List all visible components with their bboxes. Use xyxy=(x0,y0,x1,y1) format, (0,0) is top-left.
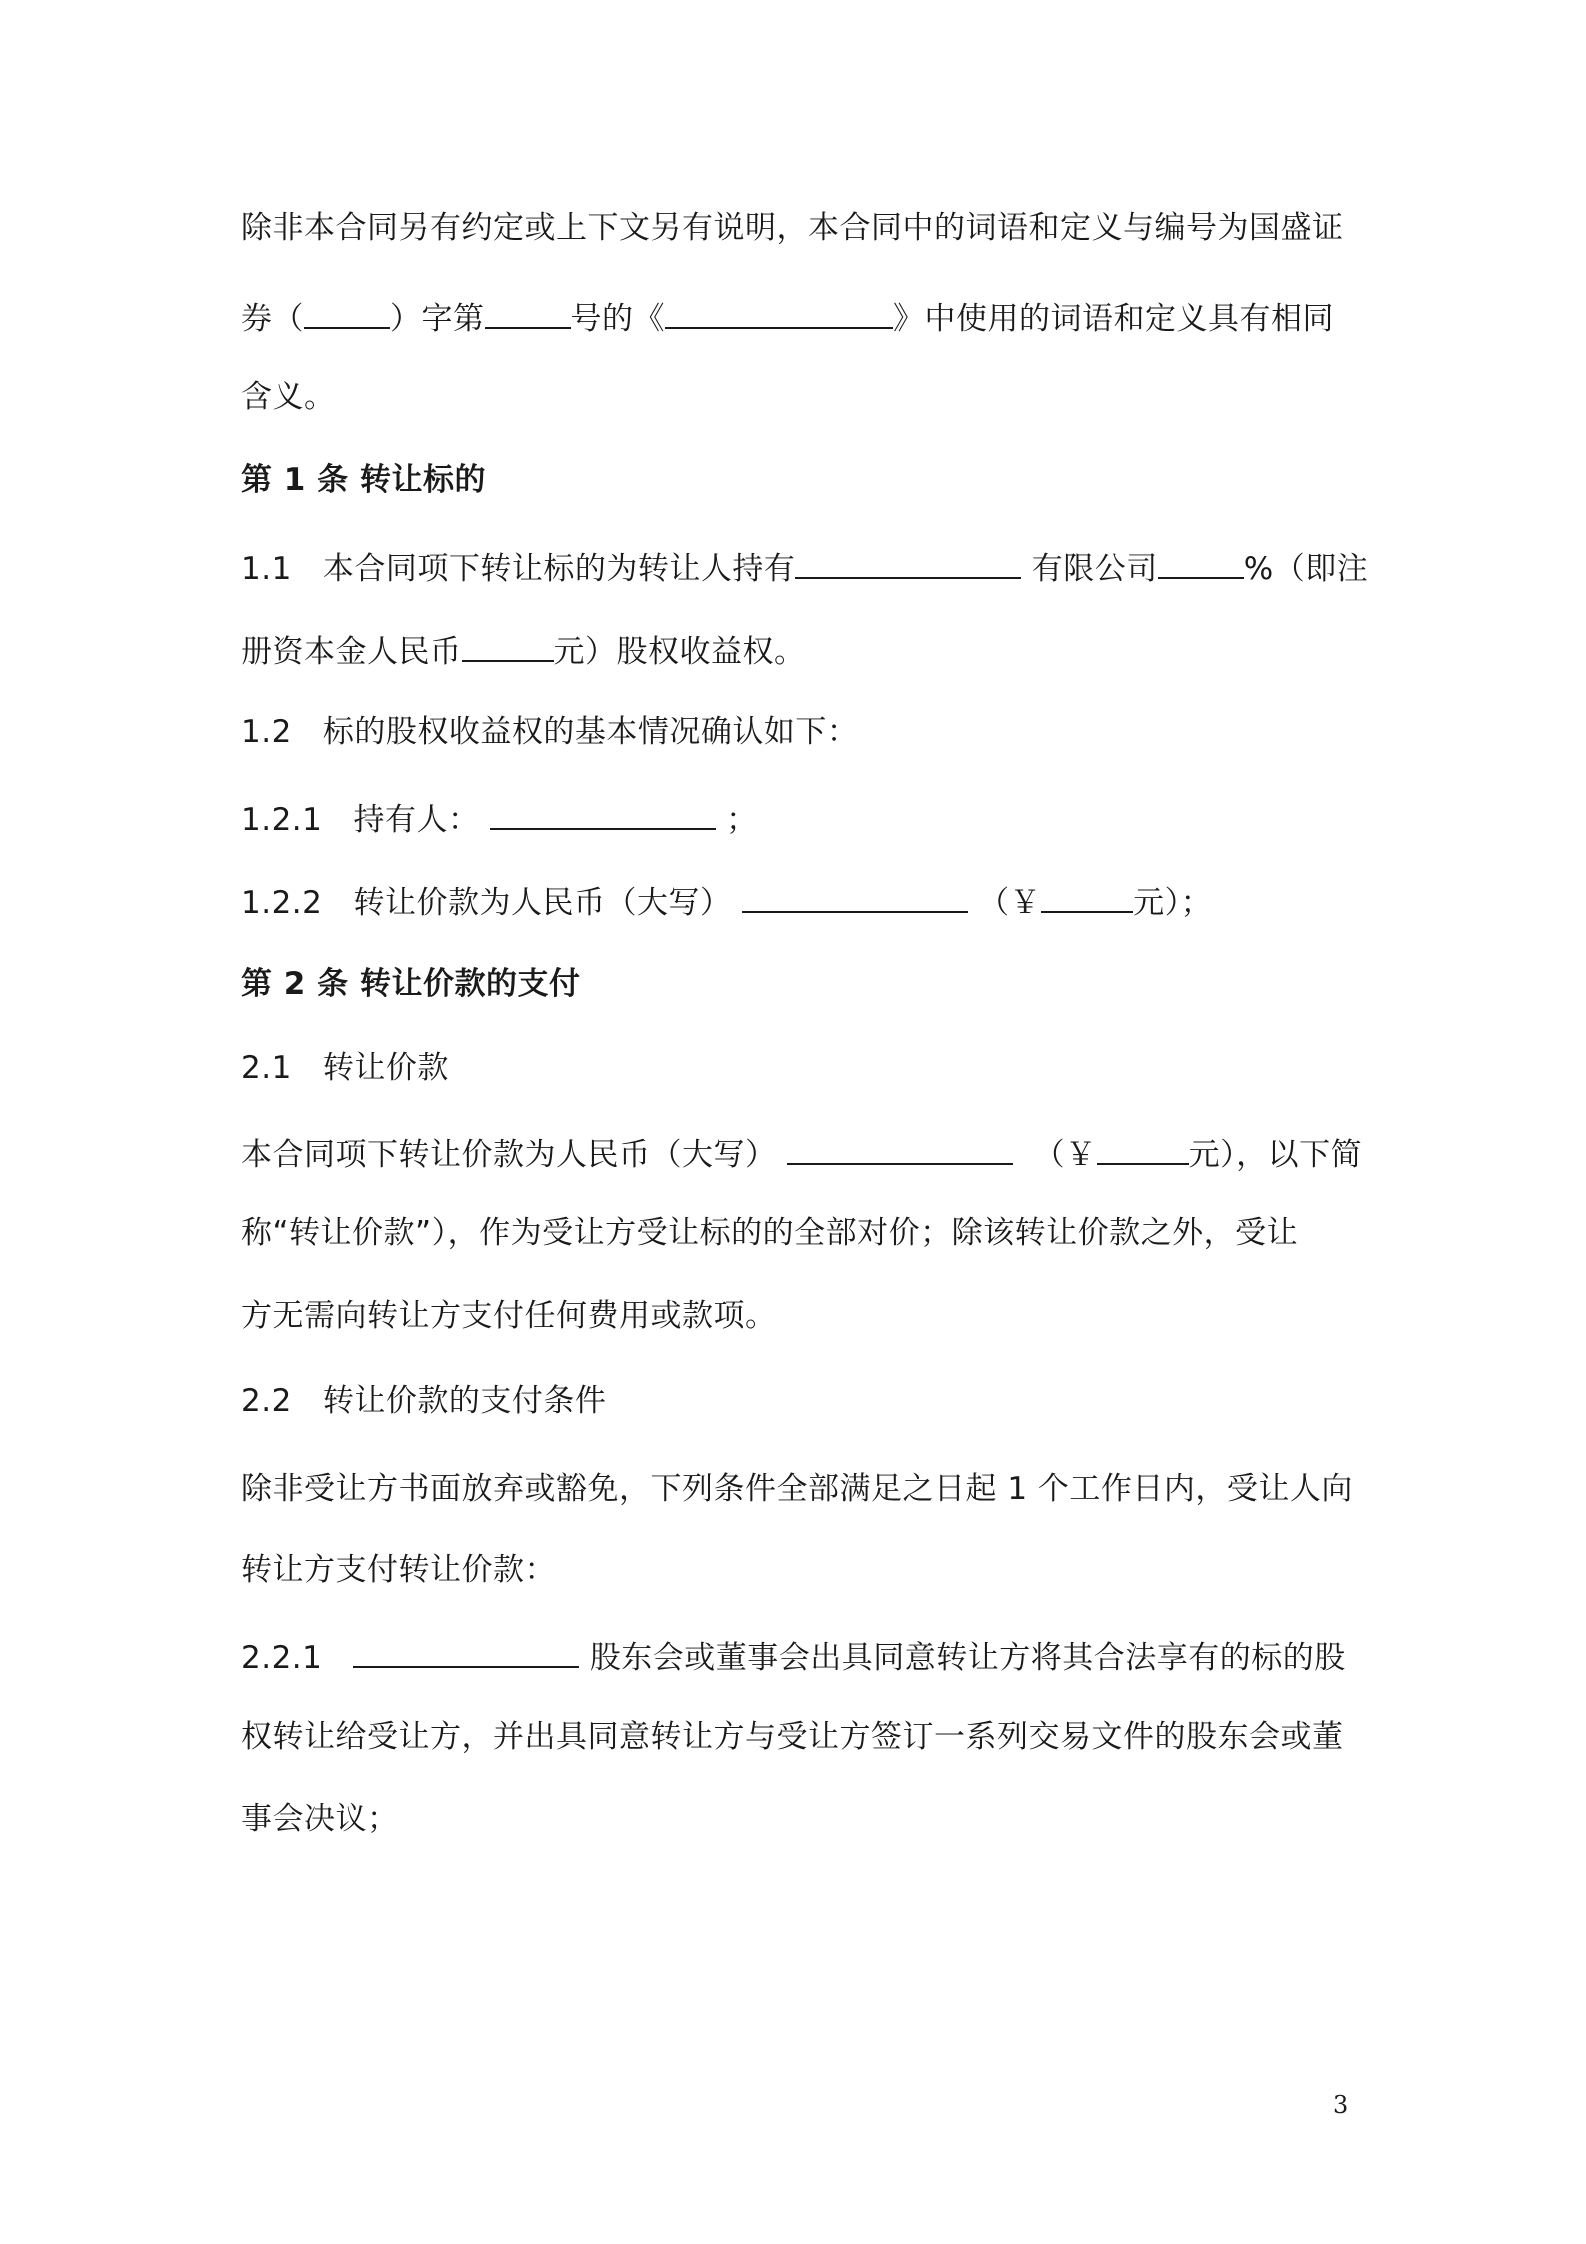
blank-field xyxy=(485,297,571,329)
blank-field xyxy=(304,297,390,329)
article-2-heading: 第 2 条 转让价款的支付 xyxy=(241,966,581,1002)
clause-text: 转让价款 xyxy=(322,1050,449,1086)
blank-field xyxy=(1158,547,1244,579)
clause-1-2-2 xyxy=(241,881,1212,925)
clause-1-1 xyxy=(241,547,1368,591)
clause-text: ； xyxy=(726,802,758,838)
clause-text: 转让价款的支付条件 xyxy=(322,1383,607,1419)
clause-1-2 xyxy=(241,710,858,754)
clause-2-1 xyxy=(241,1046,449,1090)
blank-field xyxy=(353,1636,579,1668)
clause-2-1-body-line-2: 称“转让价款”），作为受让方受让标的的全部对价；除该转让价款之外，受让 xyxy=(241,1215,1299,1251)
clause-2-1-body-line-1 xyxy=(241,1133,1362,1177)
clause-text: （￥ xyxy=(1033,1137,1097,1173)
clause-text: 元）股权收益权。 xyxy=(553,634,806,670)
clause-number: 1.2.1 xyxy=(241,802,323,838)
blank-field xyxy=(665,297,893,329)
clause-1-2-1 xyxy=(241,798,758,842)
clause-number: 2.2.1 xyxy=(241,1640,323,1676)
clause-2-2 xyxy=(241,1379,606,1423)
blank-field xyxy=(490,798,716,830)
clause-2-2-body-line-2: 转让方支付转让价款： xyxy=(241,1552,556,1588)
blank-field xyxy=(462,630,554,662)
intro-text: 券（ xyxy=(241,301,304,337)
clause-text: 本合同项下转让标的为转让人持有 xyxy=(322,551,796,587)
clause-text: 标的股权收益权的基本情况确认如下： xyxy=(322,714,859,750)
clause-text: 持有人： xyxy=(353,802,480,838)
blank-field xyxy=(795,547,1021,579)
clause-number: 1.1 xyxy=(241,551,292,587)
clause-text: 册资本金人民币 xyxy=(241,634,462,670)
clause-number: 2.1 xyxy=(241,1050,292,1086)
intro-text: 》中使用的词语和定义具有相同 xyxy=(893,301,1334,337)
blank-field xyxy=(1097,1133,1189,1165)
clause-text: 元），以下简 xyxy=(1188,1137,1363,1173)
clause-text: 有限公司 xyxy=(1031,551,1158,587)
intro-text: ）字第 xyxy=(390,301,485,337)
blank-field xyxy=(787,1133,1013,1165)
clause-number: 1.2 xyxy=(241,714,292,750)
clause-2-2-1-line-2: 权转让给受让方，并出具同意转让方与受让方签订一系列交易文件的股东会或董 xyxy=(241,1719,1344,1755)
intro-line-2 xyxy=(241,297,1334,341)
blank-field xyxy=(742,881,968,913)
clause-2-2-body-line-1: 除非受让方书面放弃或豁免，下列条件全部满足之日起 1 个工作日内，受让人向 xyxy=(241,1471,1353,1507)
blank-field xyxy=(1041,881,1133,913)
page-number: 3 xyxy=(1333,2091,1349,2119)
clause-text: 本合同项下转让价款为人民币（大写） xyxy=(241,1137,777,1173)
intro-text: 号的《 xyxy=(570,301,665,337)
intro-line-3: 含义。 xyxy=(241,379,336,415)
clause-text: 转让价款为人民币（大写） xyxy=(353,885,732,921)
clause-number: 2.2 xyxy=(241,1383,292,1419)
article-1-heading: 第 1 条 转让标的 xyxy=(241,462,486,498)
clause-text: %（即注 xyxy=(1243,551,1369,587)
clause-number: 1.2.2 xyxy=(241,885,323,921)
clause-2-1-body-line-3: 方无需向转让方支付任何费用或款项。 xyxy=(241,1298,777,1334)
clause-2-2-1 xyxy=(241,1636,1346,1680)
clause-text: （￥ xyxy=(978,885,1042,921)
intro-line-1: 除非本合同另有约定或上下文另有说明，本合同中的词语和定义与编号为国盛证 xyxy=(241,210,1344,246)
clause-2-2-1-line-3: 事会决议； xyxy=(241,1801,399,1837)
clause-1-1-line-2 xyxy=(241,630,806,674)
clause-text: 股东会或董事会出具同意转让方将其合法享有的标的股 xyxy=(589,1640,1346,1676)
clause-text: 元）； xyxy=(1133,885,1213,921)
